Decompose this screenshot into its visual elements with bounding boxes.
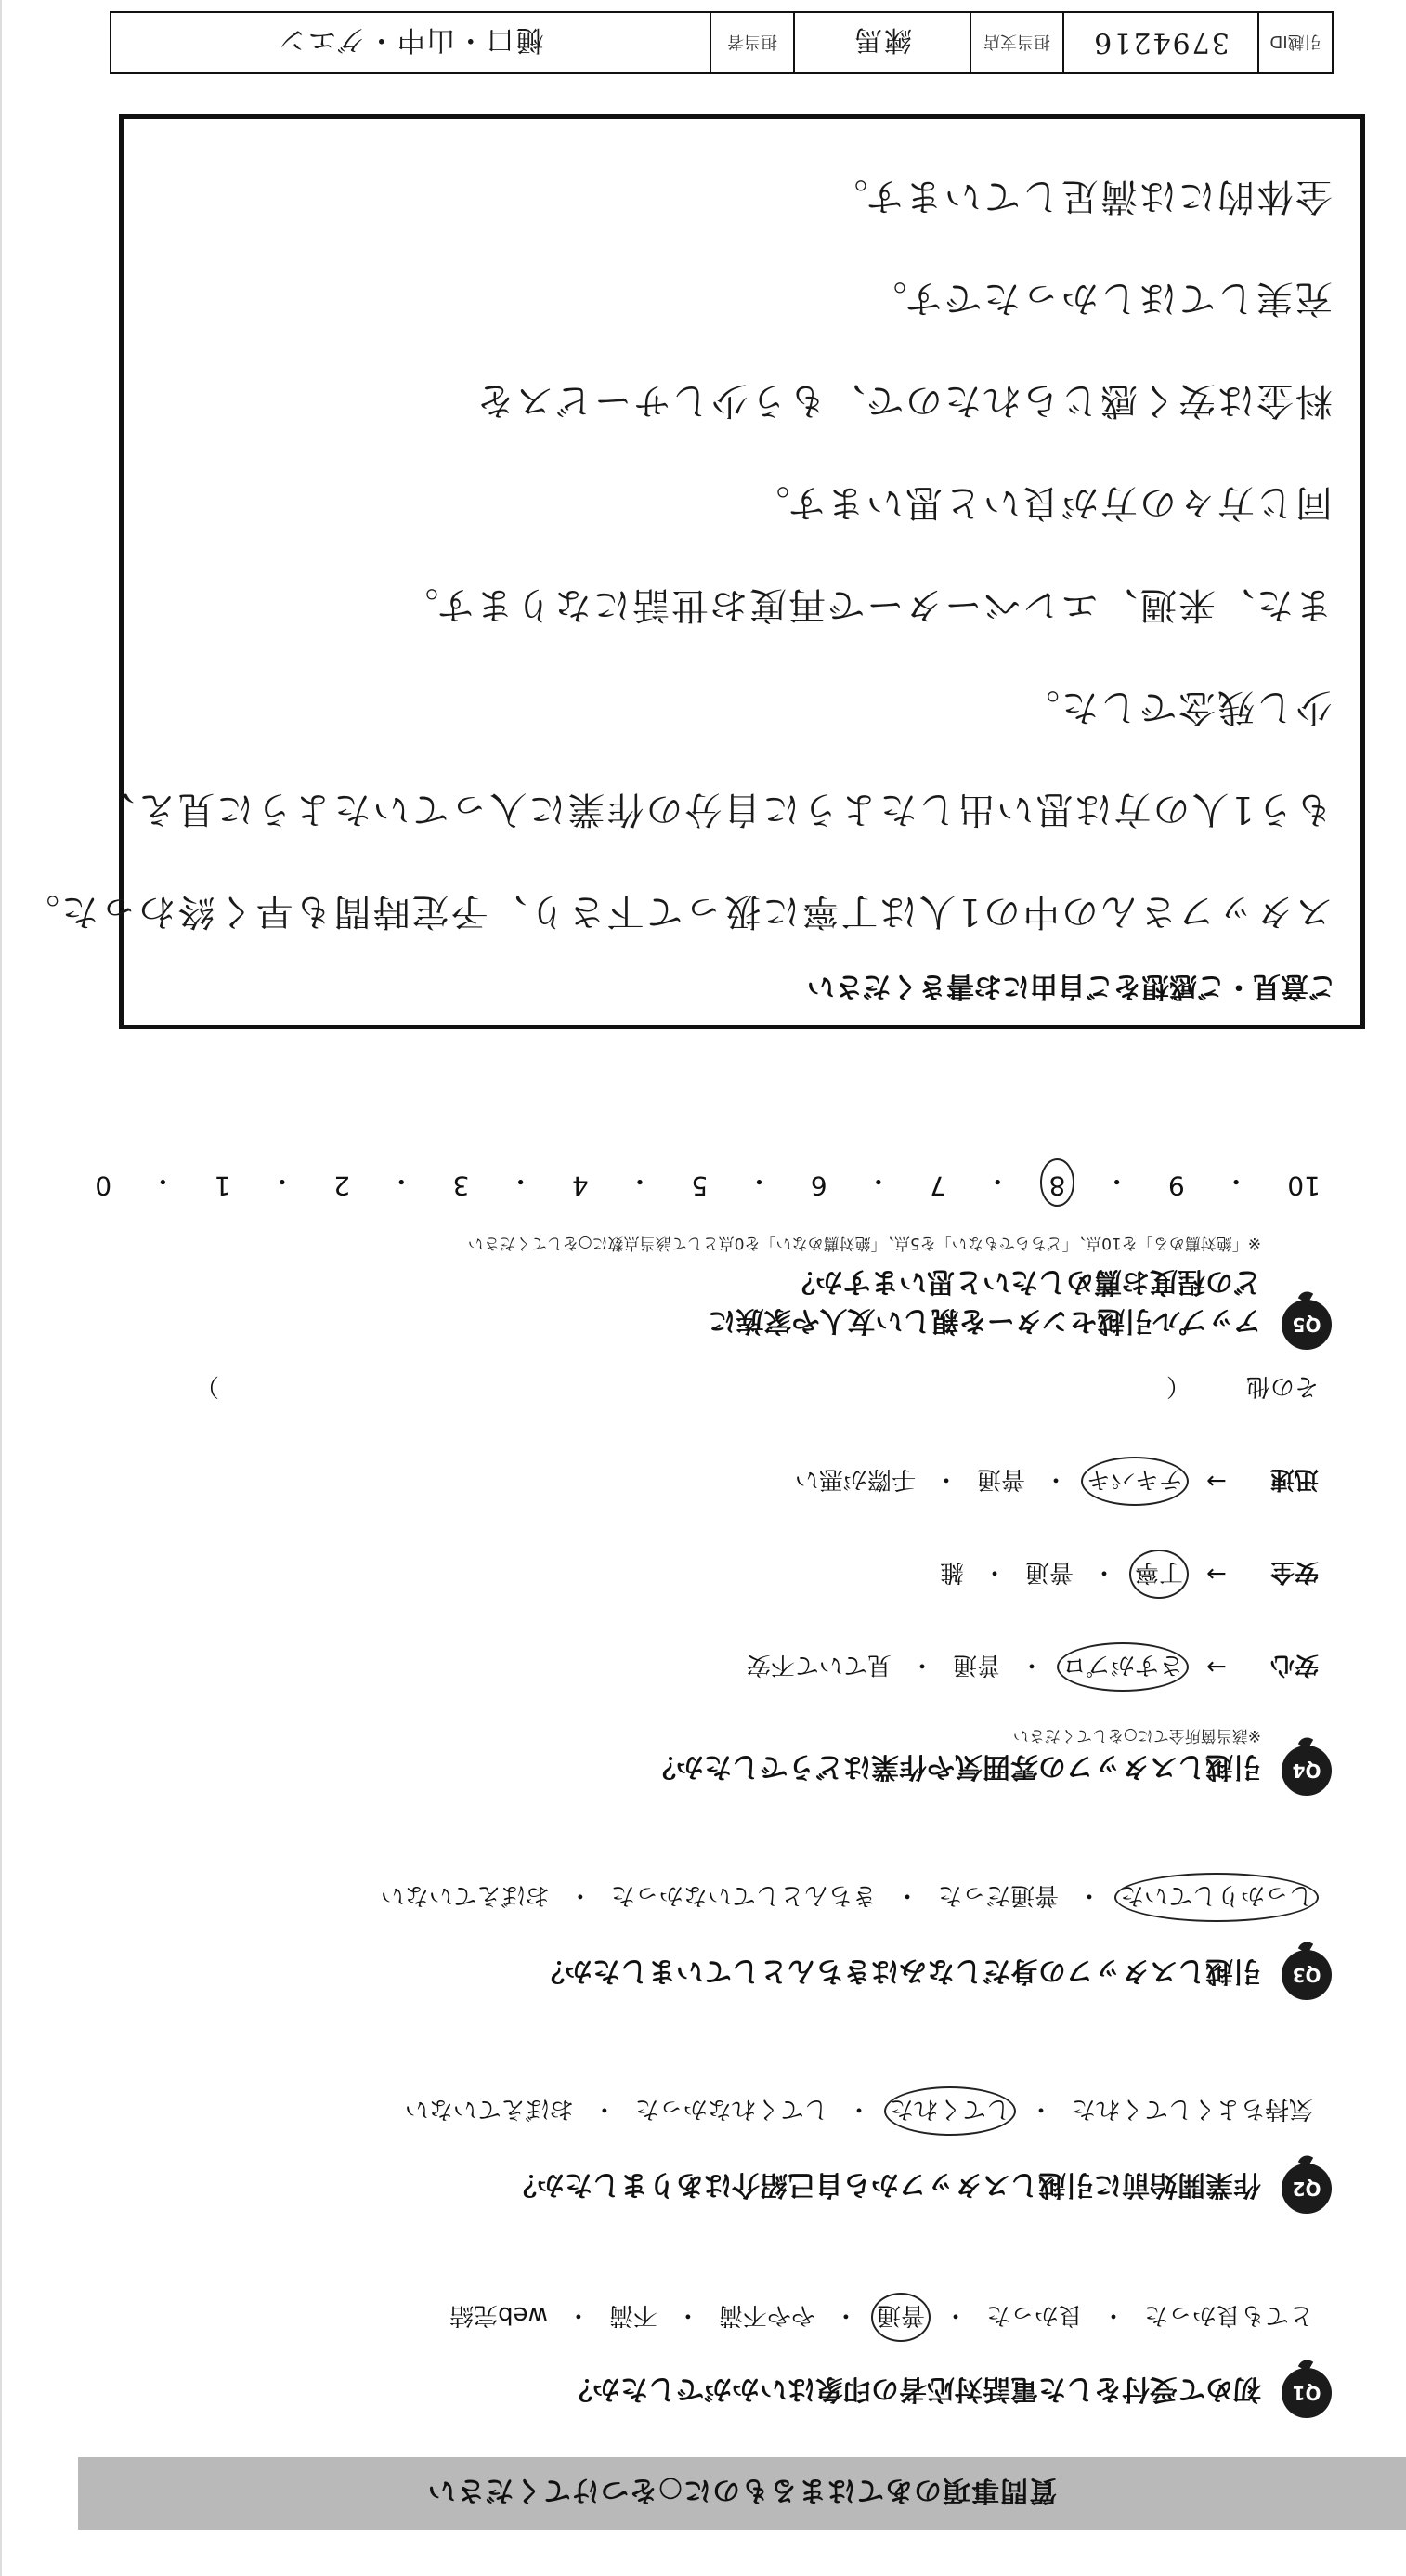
staff-label: 担当者: [710, 13, 793, 72]
q2-option[interactable]: 気持ちよくしてくれた: [1071, 2095, 1313, 2123]
q4-title: 引越しスタッフの雰囲気や作業はどうでしたか？: [648, 1750, 1261, 1783]
q4-row-other: [111, 1371, 1319, 1406]
branch-label: 担当支店: [970, 13, 1062, 72]
q5-badge: Q5: [1282, 1300, 1332, 1350]
q3-badge: Q3: [1282, 1950, 1332, 2000]
q4-badge: Q4: [1282, 1746, 1332, 1796]
q4-option[interactable]: 見ていて不安: [746, 1651, 892, 1679]
q1-option-selected[interactable]: 普通: [871, 2300, 931, 2334]
row-label: 迅速: [1269, 1465, 1319, 1493]
q4-option-selected[interactable]: さすがプロ: [1057, 1650, 1189, 1684]
comment-box[interactable]: [20, 114, 1365, 1029]
scale-2[interactable]: 2: [333, 1170, 350, 1201]
other-close: ）: [194, 1372, 219, 1400]
q4-row-anshin: 安心 → さすがプロ ・ 普通 ・ 見ていて不安: [741, 1650, 1319, 1684]
q1-option[interactable]: 良かった: [985, 2301, 1083, 2329]
scale-10[interactable]: 10: [1287, 1170, 1321, 1201]
staff-value: 樋口・山中・グエン: [277, 23, 544, 56]
page-edge: [0, 0, 2, 2576]
id-label: 引越ID: [1257, 13, 1332, 72]
q1-option[interactable]: やや不満: [718, 2301, 815, 2329]
scale-8-selected[interactable]: 8: [1049, 1164, 1066, 1201]
q2-option-selected[interactable]: してくれた: [884, 2094, 1016, 2128]
comment-line: 充実してほしかったです。: [867, 277, 1333, 320]
q5-note: ※「絶対薦める」を10点、「どちらでもない」を5点、「絶対薦めない」を0点として該当点数に○をしてください: [467, 1234, 1261, 1252]
q1-option[interactable]: 不満: [608, 2301, 657, 2329]
q4-option-selected[interactable]: テキパキ: [1081, 1464, 1189, 1498]
arrow-icon: →: [1206, 1560, 1227, 1589]
scale-5[interactable]: 5: [691, 1170, 709, 1201]
q1-option[interactable]: web完結: [449, 2301, 548, 2329]
comment-line: スタッフさんの中の1人は丁寧に扱って下さり、予定時間も早く終わった。: [20, 890, 1333, 933]
q5-title-line1: アップル引越センターを親しい友人や家族に: [708, 1304, 1261, 1337]
comment-line: もう1人の方は思い出したように自分の作業に入っていたように見え、: [96, 788, 1333, 830]
other-open: （: [1165, 1372, 1191, 1400]
other-label: その他: [1245, 1372, 1319, 1400]
q1-options: とても良かった ・ 良かった ・ 普通 ・ やや不満 ・ 不満 ・ web完結: [444, 2300, 1319, 2334]
comment-line: 少し残念でした。: [1021, 686, 1333, 728]
q3-title: 引越しスタッフの身だしなみはきちんとしていましたか？: [537, 1955, 1261, 1987]
comment-title: ご意見・ご感想をご自由にお書きください: [807, 970, 1336, 1002]
q2-option[interactable]: してくれなかった: [634, 2095, 828, 2123]
q1-badge: Q1: [1282, 2368, 1332, 2418]
q4-option[interactable]: 普通: [1024, 1558, 1074, 1586]
q4-option[interactable]: 普通: [976, 1465, 1025, 1493]
row-label: 安心: [1269, 1651, 1319, 1679]
q3-option-selected[interactable]: しっかりしていた: [1114, 1880, 1319, 1915]
q4-note: ※該当箇所全てに○をしてください: [1012, 1726, 1261, 1745]
header-table: [110, 11, 1334, 74]
q3-option[interactable]: 普通だった: [937, 1881, 1059, 1909]
arrow-icon: →: [1206, 1467, 1227, 1496]
arrow-icon: →: [1206, 1653, 1227, 1681]
comment-line: 全体的には満足しています。: [828, 175, 1333, 217]
q2-option[interactable]: おぼえていない: [404, 2095, 574, 2123]
q3-options: しっかりしていた ・ 普通だった ・ きちんとしていなかった ・ おぼえていない: [375, 1880, 1319, 1915]
q4-row-jinsoku: 迅速 → テキパキ ・ 普通 ・ 手際が悪い: [789, 1464, 1319, 1498]
branch-value: 練馬: [793, 13, 970, 72]
scale-1[interactable]: 1: [214, 1170, 231, 1201]
scale-6[interactable]: 6: [810, 1170, 827, 1201]
comment-line: 同じ方々の方が良いと思います。: [750, 481, 1333, 524]
scale-3[interactable]: 3: [452, 1170, 470, 1201]
q5-title-line2: どの程度お薦めしたいと思いますか？: [788, 1265, 1261, 1298]
q4-option-selected[interactable]: 丁寧: [1129, 1557, 1189, 1591]
q1-title: 初めて受付をした電話対応者の印象はいかがでしたか？: [565, 2373, 1261, 2405]
q4-option[interactable]: 手際が悪い: [794, 1465, 916, 1493]
row-label: 安全: [1269, 1558, 1319, 1586]
instruction-banner: 質問事項のあてはまるものに○をつけてください: [78, 2457, 1406, 2530]
scale-9[interactable]: 9: [1167, 1170, 1185, 1201]
q3-option[interactable]: きちんとしていなかった: [610, 1881, 877, 1909]
q3-option[interactable]: おぼえていない: [380, 1881, 550, 1909]
scale-0[interactable]: 0: [95, 1170, 112, 1201]
comment-line: また、来週、エレベーターで再度お世話になります。: [399, 583, 1333, 626]
q5-scale: 10 ・ 9 ・ 8 ・ 7 ・ 6 ・ 5 ・ 4 ・ 3 ・ 2 ・ 1 ・ 0: [95, 1166, 1321, 1201]
scale-4[interactable]: 4: [571, 1170, 589, 1201]
q2-badge: Q2: [1282, 2164, 1332, 2214]
q4-option[interactable]: 普通: [952, 1651, 1001, 1679]
id-value: 3794216: [1062, 13, 1257, 72]
q1-option[interactable]: とても良かった: [1143, 2301, 1313, 2329]
scale-7[interactable]: 7: [930, 1170, 946, 1201]
comment-line: 料金は安く感じられたので、もう少しサービスを: [475, 379, 1333, 422]
q4-option[interactable]: 雑: [939, 1558, 964, 1586]
q2-title: 作業開始前に引越しスタッフから自己紹介はありましたか？: [509, 2168, 1261, 2201]
q2-options: 気持ちよくしてくれた ・ してくれた ・ してくれなかった ・ おぼえていない: [399, 2094, 1319, 2128]
q4-row-anzen: 安全 → 丁寧 ・ 普通 ・ 雑: [934, 1557, 1319, 1591]
